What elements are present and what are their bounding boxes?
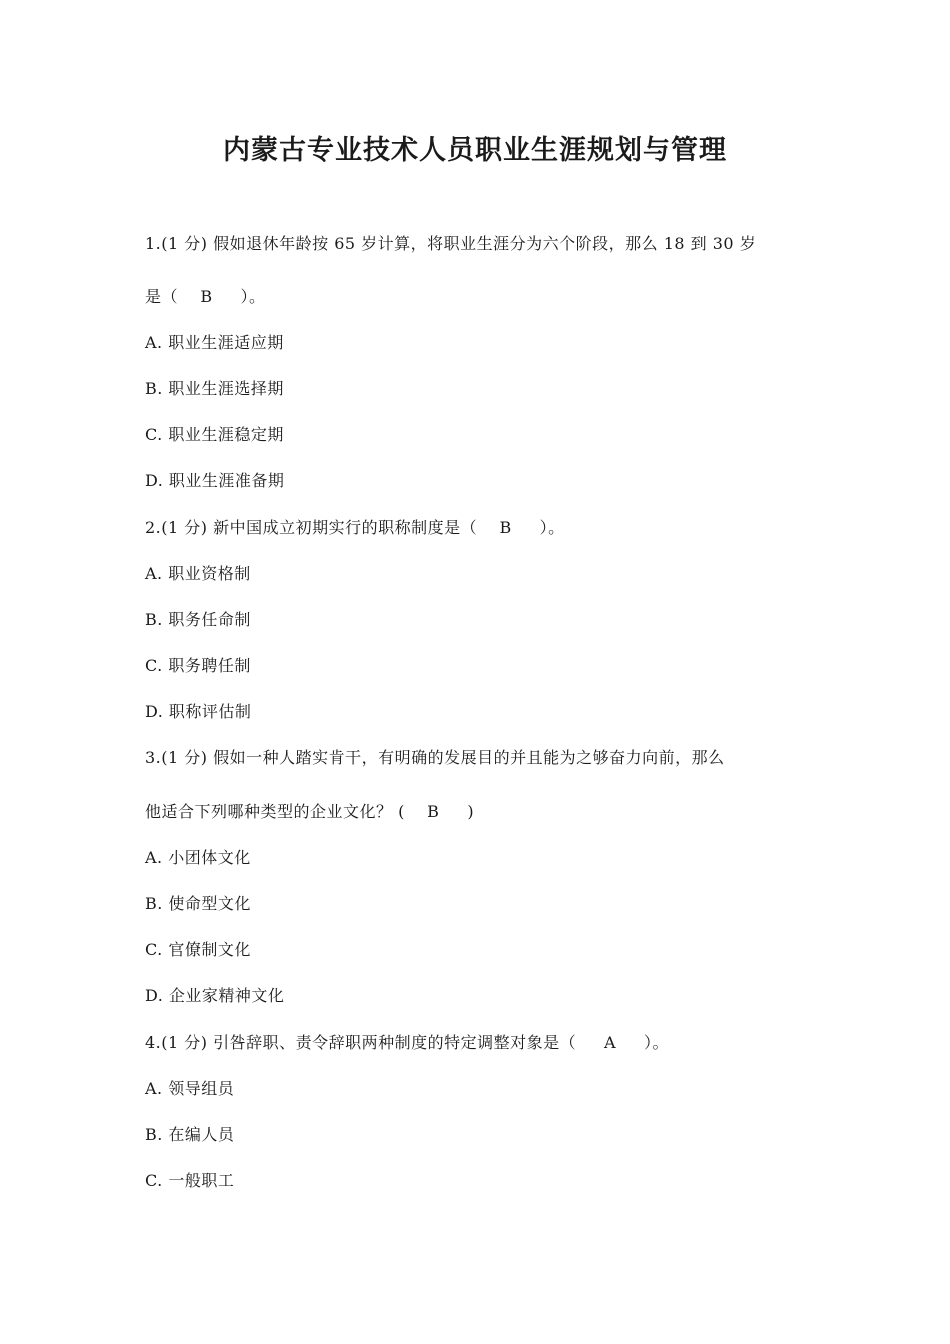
question-1-option-c: C. 职业生涯稳定期	[145, 425, 284, 444]
question-2-option-c: C. 职务聘任制	[145, 656, 251, 675]
question-2-option-a: A. 职业资格制	[145, 564, 251, 583]
question-3-stem: 3.(1 分) 假如一种人踏实肯干，有明确的发展目的并且能为之够奋力向前，那么	[145, 748, 725, 767]
question-1-option-b: B. 职业生涯选择期	[145, 379, 284, 398]
question-3-option-a: A. 小团体文化	[145, 848, 251, 867]
question-2-option-b: B. 职务任命制	[145, 610, 251, 629]
question-1-stem-cont: 是（ B ）。	[145, 287, 266, 306]
question-1-option-a: A. 职业生涯适应期	[145, 333, 284, 352]
question-2-option-d: D. 职称评估制	[145, 702, 252, 721]
question-3-option-b: B. 使命型文化	[145, 894, 251, 913]
question-1-option-d: D. 职业生涯准备期	[145, 471, 285, 490]
question-1-stem: 1.(1 分) 假如退休年龄按 65 岁计算，将职业生涯分为六个阶段，那么 18 到 30 岁	[145, 234, 757, 253]
document-title: 内蒙古专业技术人员职业生涯规划与管理	[223, 135, 727, 166]
question-2-stem: 2.(1 分) 新中国成立初期实行的职称制度是（ B ）。	[145, 518, 565, 537]
question-4-option-b: B. 在编人员	[145, 1125, 235, 1144]
question-4-stem: 4.(1 分) 引咎辞职、责令辞职两种制度的特定调整对象是（ A ）。	[145, 1033, 670, 1052]
question-4-option-a: A. 领导组员	[145, 1079, 235, 1098]
question-4-option-c: C. 一般职工	[145, 1171, 235, 1190]
question-3-option-d: D. 企业家精神文化	[145, 986, 285, 1005]
question-3-option-c: C. 官僚制文化	[145, 940, 251, 959]
question-3-stem-cont: 他适合下列哪种类型的企业文化？ ( B )	[145, 802, 475, 821]
